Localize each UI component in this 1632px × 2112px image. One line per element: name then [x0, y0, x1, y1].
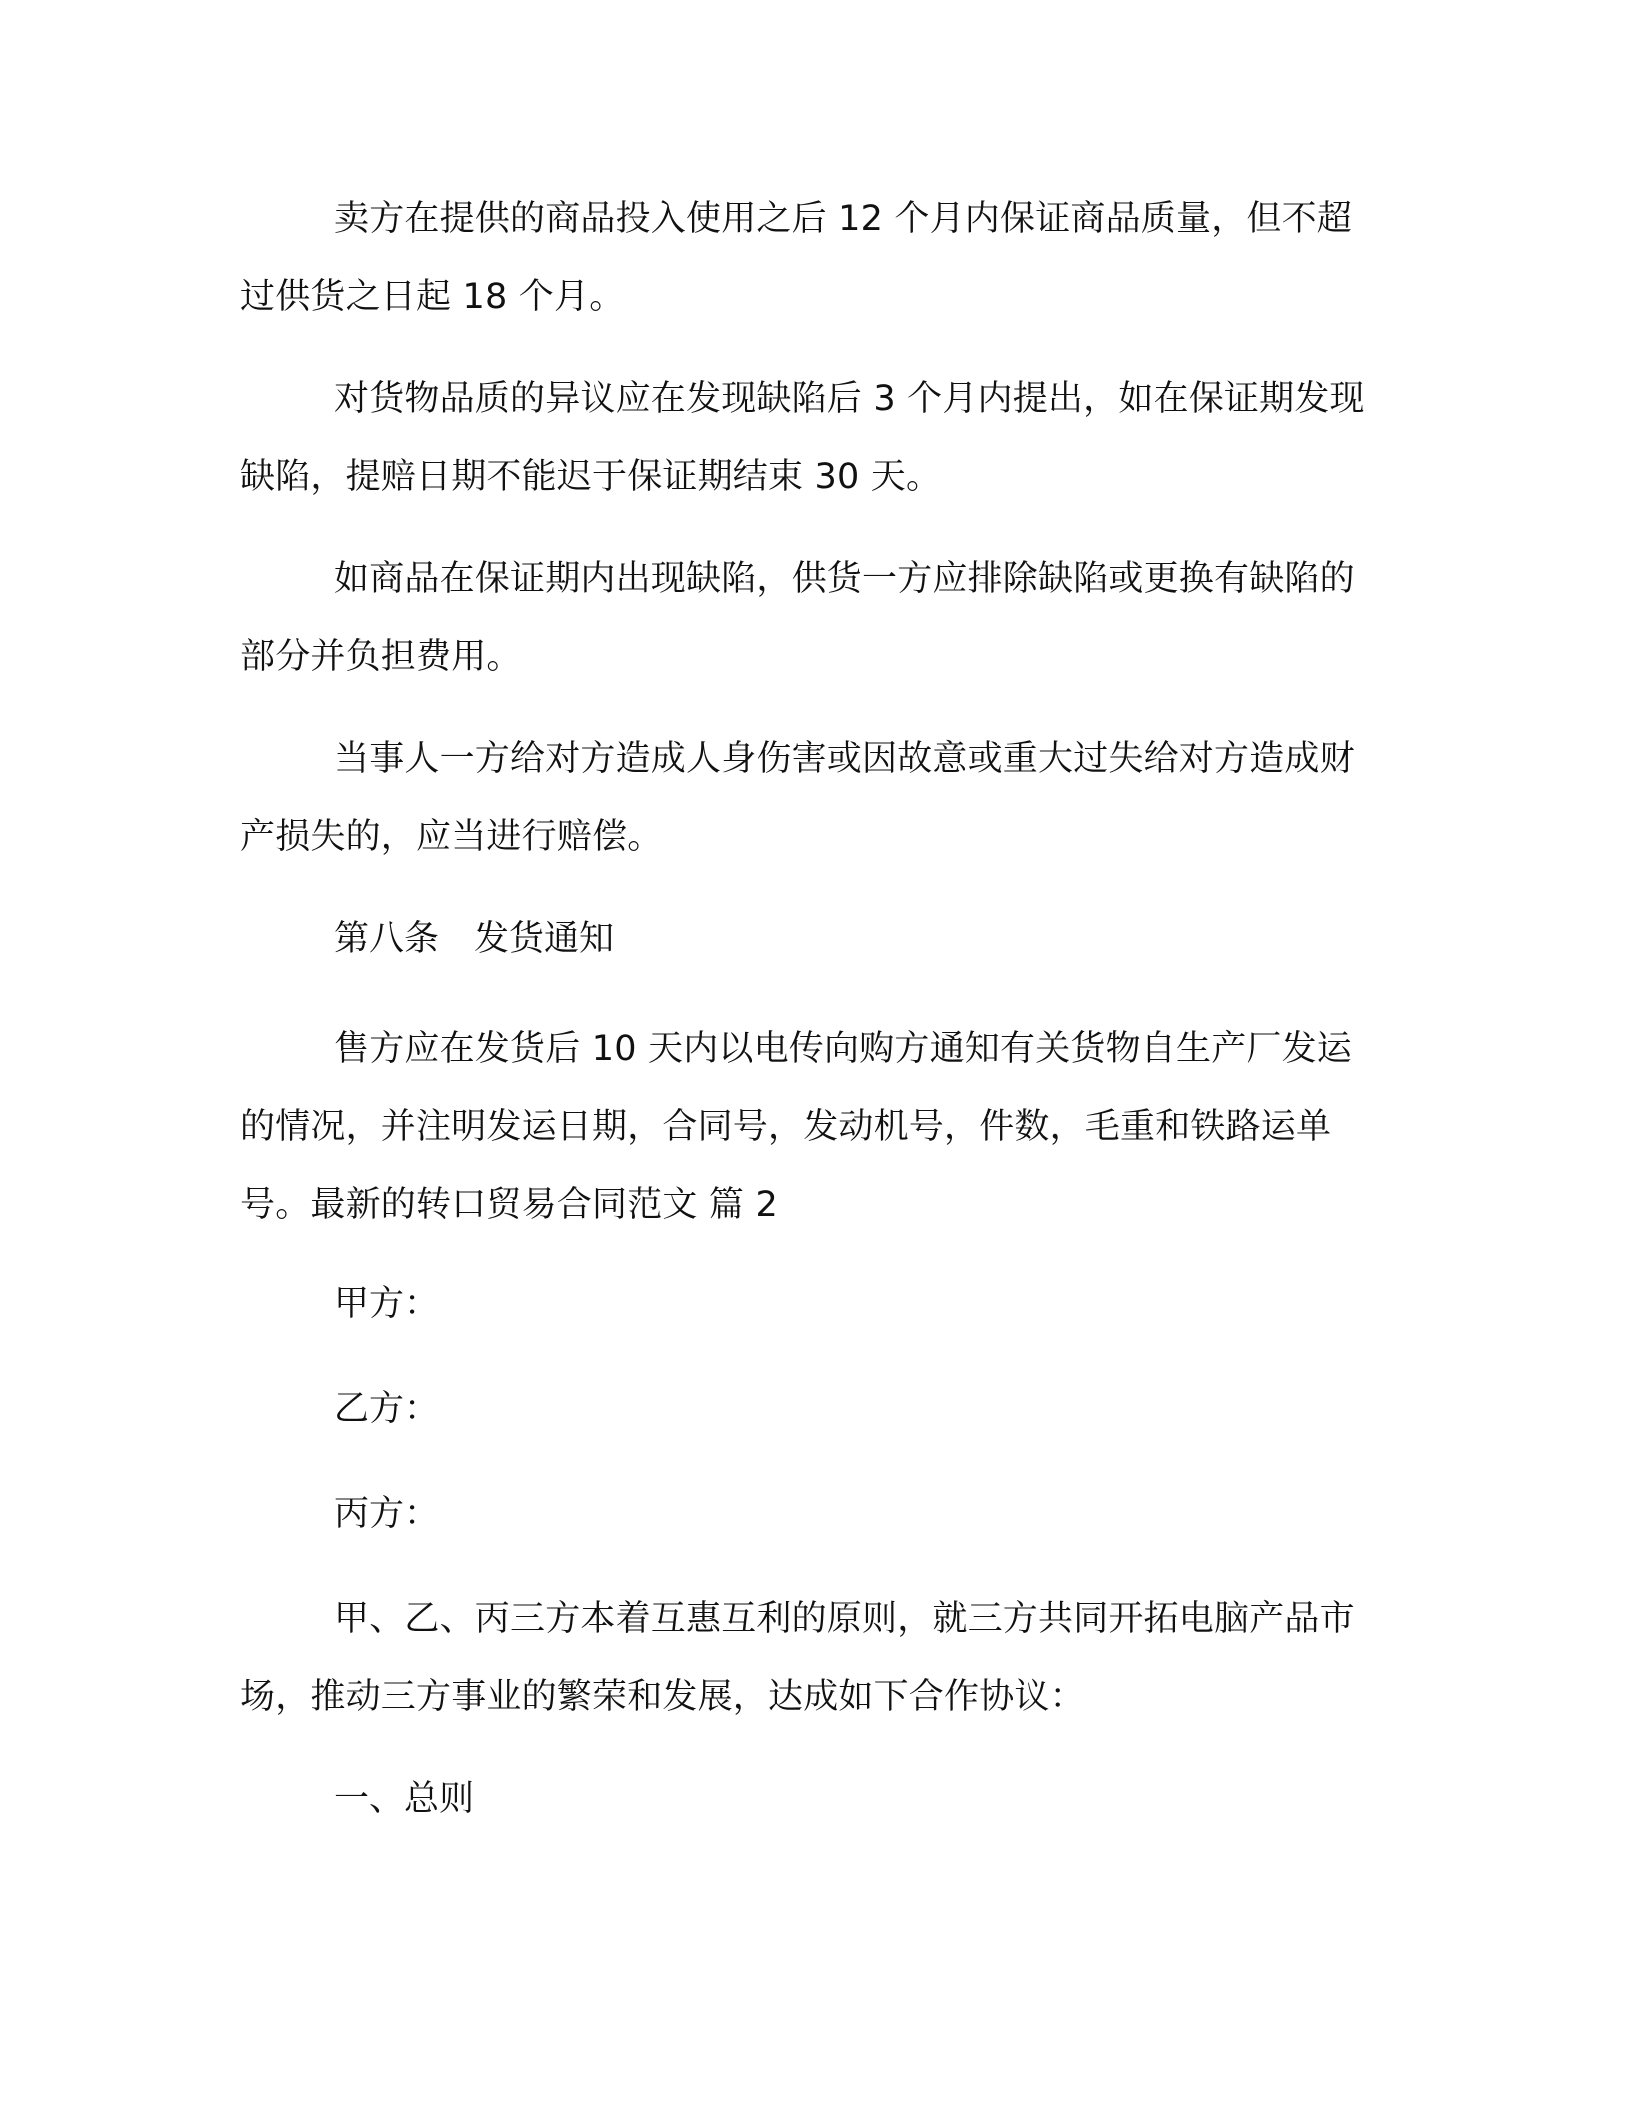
paragraph-compensation: 当事人一方给对方造成人身伤害或因故意或重大过失给对方造成财产损失的，应当进行赔偿。	[240, 739, 1355, 857]
party-a-label: 甲方：	[334, 1284, 440, 1324]
paragraph-shipping-notice: 售方应在发货后 10 天内以电传向购方通知有关货物自生产厂发运的情况，并注明发运日期，合同号，发动机号，件数，毛重和铁路运单号。最新的转口贸易合同范文 篇 2	[240, 1029, 1352, 1225]
paragraph-quality-objection: 对货物品质的异议应在发现缺陷后 3 个月内提出，如在保证期发现缺陷，提赔日期不能迟于保证期结束 30 天。	[240, 379, 1365, 497]
section-one-heading: 一、总则	[334, 1779, 475, 1819]
party-c-label: 丙方：	[334, 1494, 440, 1534]
article-eight-heading: 第八条 发货通知	[334, 919, 615, 959]
party-b-label: 乙方：	[334, 1389, 440, 1429]
paragraph-cooperation-agreement: 甲、乙、丙三方本着互惠互利的原则，就三方共同开拓电脑产品市场，推动三方事业的繁荣和发展，达成如下合作协议：	[240, 1599, 1355, 1717]
paragraph-warranty-period: 卖方在提供的商品投入使用之后 12 个月内保证商品质量，但不超过供货之日起 18 个月。	[240, 199, 1352, 317]
paragraph-defect-remedy: 如商品在保证期内出现缺陷，供货一方应排除缺陷或更换有缺陷的部分并负担费用。	[240, 559, 1355, 677]
